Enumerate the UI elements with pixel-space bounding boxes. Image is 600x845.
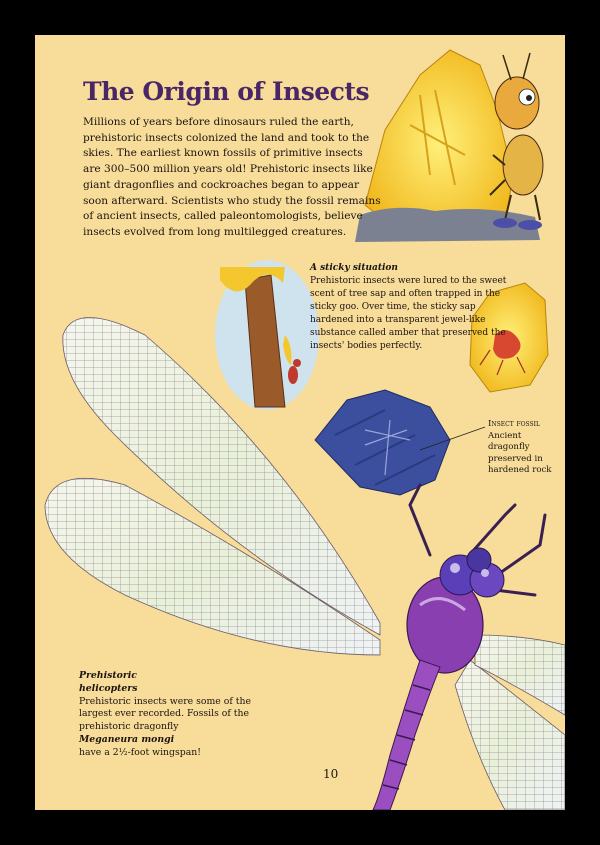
book-page [35, 35, 565, 810]
helicopters-ending: have a 2½-foot wingspan! [79, 746, 201, 758]
sticky-caption-heading: A sticky situation [310, 263, 398, 273]
fossil-caption-heading: Insect fossil [488, 419, 541, 429]
helicopters-caption [79, 670, 279, 760]
fossil-rock-illustration [315, 390, 485, 495]
helicopters-heading: Prehistoric helicopters [79, 670, 138, 694]
page-title: The Origin of Insects [83, 77, 370, 106]
page-number: 10 [323, 767, 339, 781]
intro-paragraph: Millions of years before dinosaurs ruled the earth, prehistoric insects colonized the land and took to the skies. The earliest known fossils of primitive insects are 300–500 million years old! Prehistoric insects like giant dragonflies and cockroaches began to appear soon afterward. Scientists who study the fossil remains of ancient insects, called paleontomologists, believe insects evolved from long multilegged creatures. [83, 116, 381, 238]
sticky-situation-caption [310, 262, 510, 353]
tree-sap-illustration [215, 260, 319, 410]
insect-fossil-caption [488, 419, 563, 477]
species-name: Meganeura mongi [79, 733, 175, 745]
sticky-caption-text: Prehistoric insects were lured to the sweet scent of tree sap and often trapped in the sticky goo. Over time, the sticky sap hardened into a transparent jewel-like substance called amber that preserved the insects' bodies perfectly. [310, 276, 507, 351]
helicopters-text: Prehistoric insects were some of the largest ever recorded. Fossils of the prehistoric dragonfly [79, 695, 251, 733]
fossil-caption-text: Ancient dragonfly preserved in hardened rock [488, 430, 552, 475]
